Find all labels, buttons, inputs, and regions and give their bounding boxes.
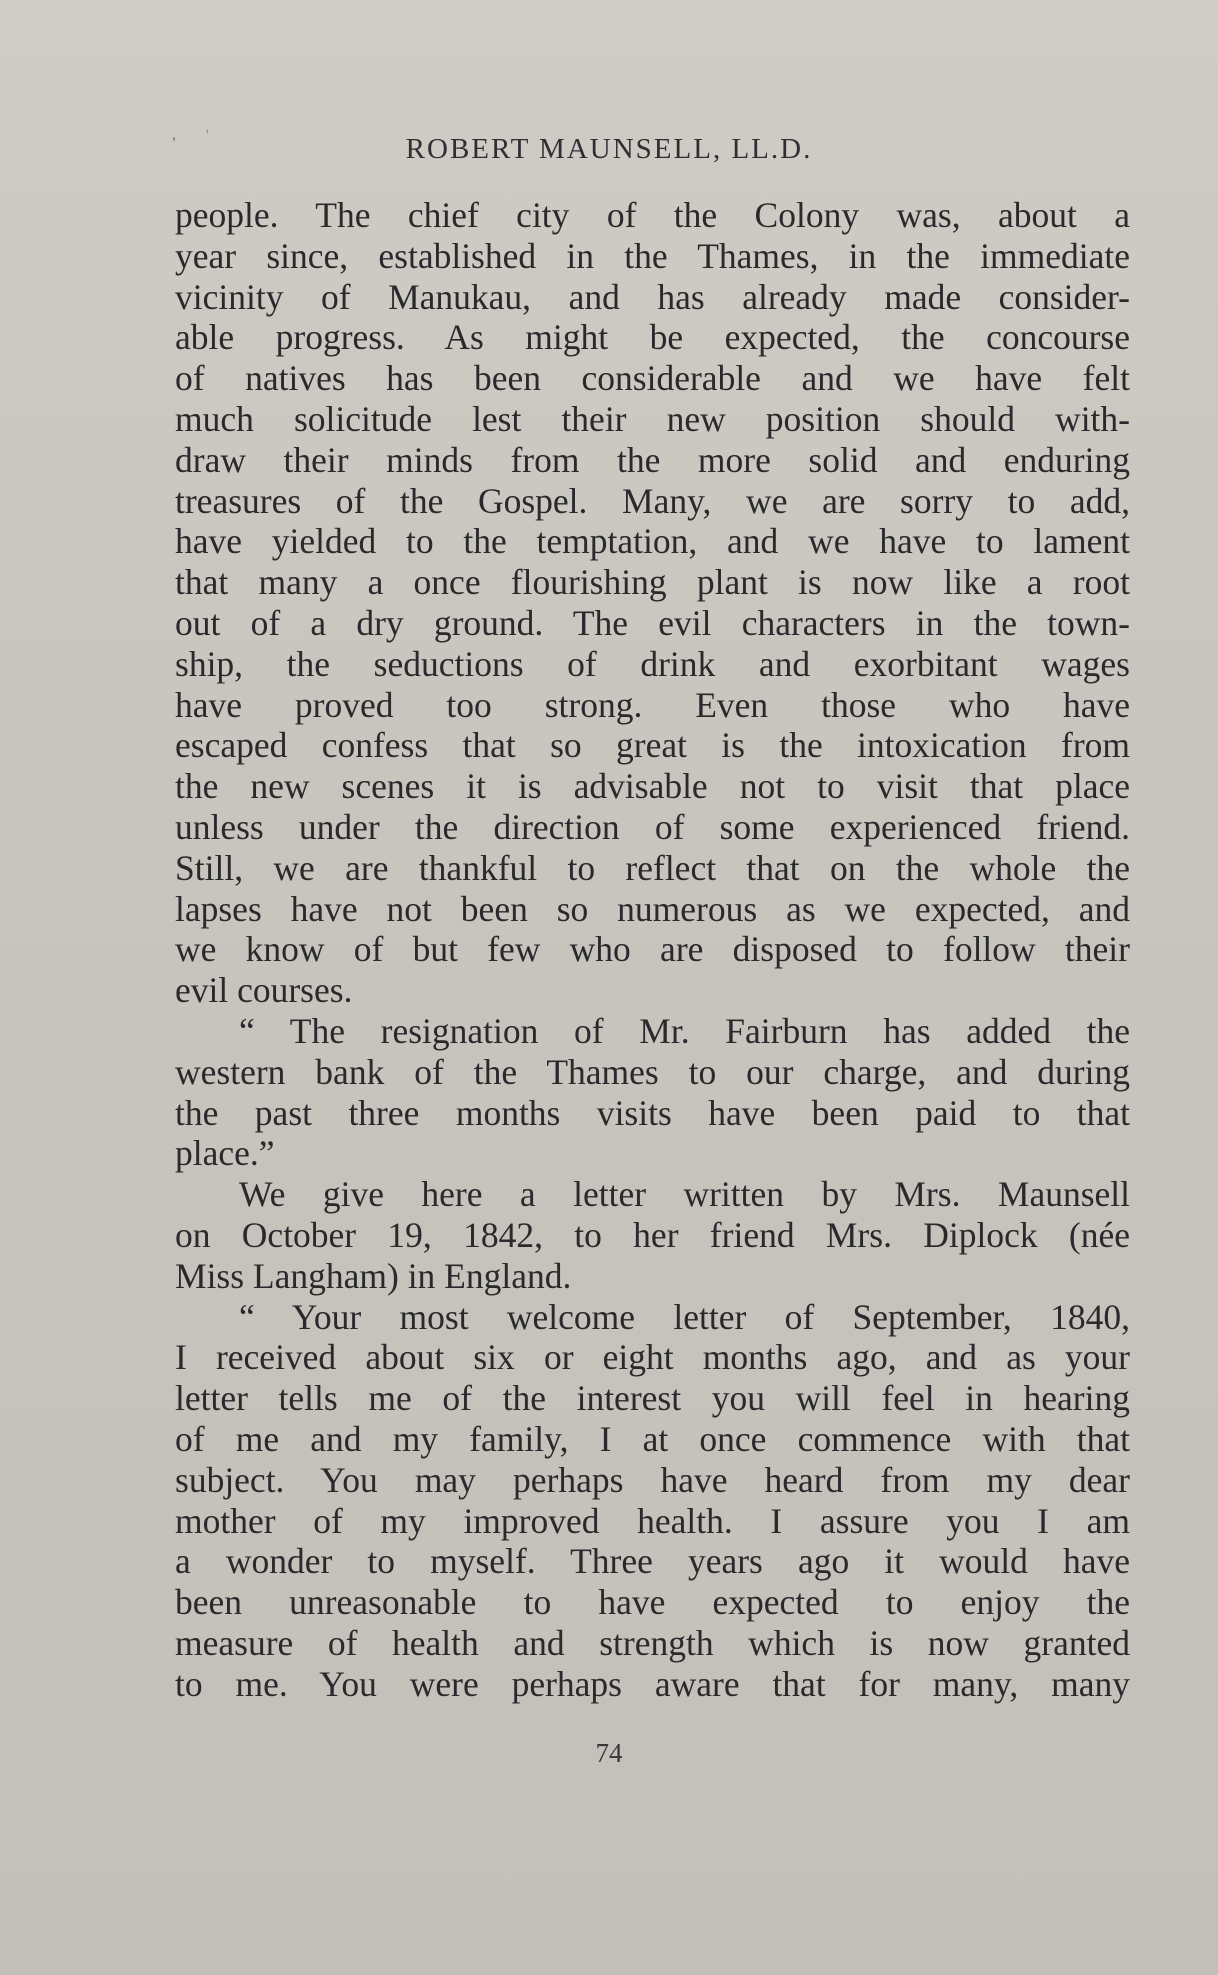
text-line: year since, established in the Thames, in the immediate xyxy=(175,235,1130,276)
text-line: able progress. As might be expected, the concourse xyxy=(175,317,1130,358)
page-number: 74 xyxy=(595,1738,623,1768)
text-line: “ The resignation of Mr. Fairburn has added the xyxy=(239,1010,1130,1051)
text-line: I received about six or eight months ago, and as your xyxy=(175,1337,1130,1378)
text-line: the past three months visits have been paid to that xyxy=(175,1092,1130,1133)
text-line: out of a dry ground. The evil characters in the town- xyxy=(175,602,1130,643)
text-line: subject. You may perhaps have heard from my dear xyxy=(175,1459,1130,1500)
text-line: evil courses. xyxy=(175,970,353,1011)
text-line: Miss Langham) in England. xyxy=(175,1255,572,1296)
text-line: letter tells me of the interest you will feel in hearing xyxy=(175,1378,1130,1419)
text-line: measure of health and strength which is now granted xyxy=(175,1622,1130,1663)
text-line: “ Your most welcome letter of September, 1840, xyxy=(239,1296,1130,1337)
text-line: that many a once flourishing plant is now like a root xyxy=(175,562,1130,603)
text-line: escaped confess that so great is the intoxication from xyxy=(175,725,1130,766)
text-line: Still, we are thankful to reflect that on the whole the xyxy=(175,847,1130,888)
body-text xyxy=(175,195,1130,1704)
text-line: of me and my family, I at once commence with that xyxy=(175,1418,1130,1459)
text-line: a wonder to myself. Three years ago it would have xyxy=(175,1541,1130,1582)
text-line: much solicitude lest their new position should with- xyxy=(175,398,1130,439)
text-line: western bank of the Thames to our charge, and during xyxy=(175,1051,1130,1092)
stray-mark: ' xyxy=(206,128,209,143)
text-line: been unreasonable to have expected to enjoy the xyxy=(175,1582,1130,1623)
text-line: the new scenes it is advisable not to visit that place xyxy=(175,766,1130,807)
text-line: on October 19, 1842, to her friend Mrs. Diplock (née xyxy=(175,1214,1130,1255)
text-line: mother of my improved health. I assure you I am xyxy=(175,1500,1130,1541)
text-line: vicinity of Manukau, and has already made consider- xyxy=(175,276,1130,317)
text-line: to me. You were perhaps aware that for many, many xyxy=(175,1663,1130,1704)
running-head: ROBERT MAUNSELL, LL.D. xyxy=(405,133,813,165)
text-line: have proved too strong. Even those who have xyxy=(175,684,1130,725)
text-line: of natives has been considerable and we have felt xyxy=(175,358,1130,399)
text-line: unless under the direction of some experienced friend. xyxy=(175,806,1130,847)
text-line: place.” xyxy=(175,1133,275,1174)
text-line: treasures of the Gospel. Many, we are sorry to add, xyxy=(175,480,1130,521)
stray-mark: , xyxy=(172,126,176,143)
text-line: draw their minds from the more solid and enduring xyxy=(175,439,1130,480)
text-line: have yielded to the temptation, and we have to lament xyxy=(175,521,1130,562)
text-line: we know of but few who are disposed to follow their xyxy=(175,929,1130,970)
text-line: people. The chief city of the Colony was, about a xyxy=(175,195,1130,235)
text-line: lapses have not been so numerous as we expected, and xyxy=(175,888,1130,929)
text-line: ship, the seductions of drink and exorbitant wages xyxy=(175,643,1130,684)
text-line: We give here a letter written by Mrs. Maunsell xyxy=(239,1174,1130,1215)
